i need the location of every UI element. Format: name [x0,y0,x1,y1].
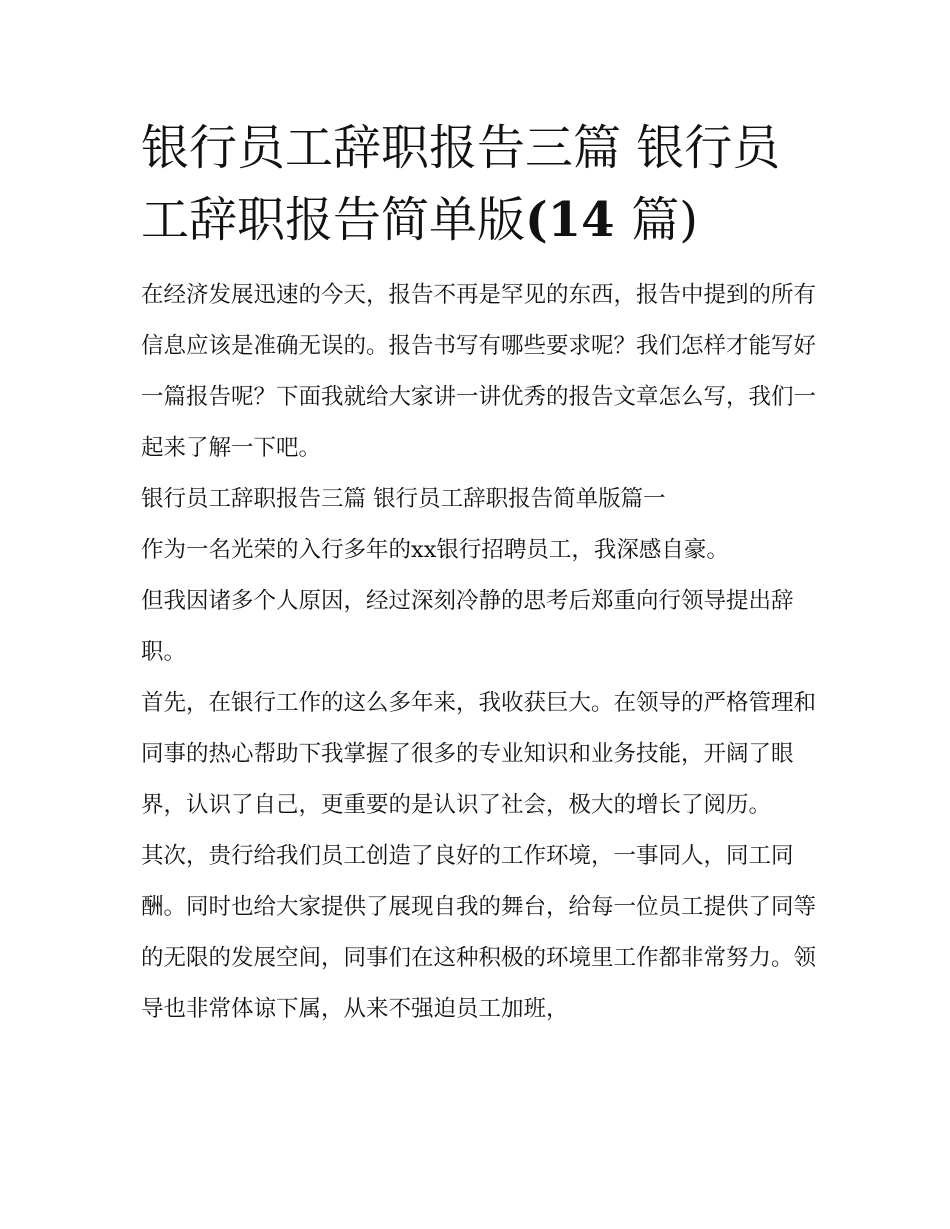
title-count: (14 [525,192,632,248]
title-suffix: 篇) [631,192,698,248]
document-title [141,112,816,256]
body-paragraph: 但我因诸多个人原因，经过深刻冷静的思考后郑重向行领导提出辞职。 [141,588,794,665]
body-paragraph: 作为一名光荣的入行多年的xx银行招聘员工，我深感自豪。 [141,537,729,563]
intro-paragraph: 在经济发展迅速的今天，报告不再是罕见的东西，报告中提到的所有信息应该是准确无误的。报告书写有哪些要求呢？我们怎样才能写好一篇报告呢？下面我就给大家讲一讲优秀的报告文章怎么写，我们一起来了解一下吧。 [141,282,817,461]
body-paragraph: 首先，在银行工作的这么多年来，我收获巨大。在领导的严格管理和同事的热心帮助下我掌握了很多的专业知识和业务技能，开阔了眼界，认识了自己，更重要的是认识了社会，极大的增长了阅历。 [141,690,817,818]
body-paragraph: 其次，贵行给我们员工创造了良好的工作环境，一事同人，同工同酬。同时也给大家提供了展现自我的舞台，给每一位员工提供了同等的无限的发展空间，同事们在这种积极的环境里工作都非常努力。领导也非常体谅下属，从来不强迫员工加班， [141,843,817,1022]
title-block [141,112,816,256]
title-text: 银行员工辞职报告三篇 银行员工辞职报告简单版 [141,120,781,248]
section-heading: 银行员工辞职报告三篇 银行员工辞职报告简单版篇一 [141,486,666,512]
document-body [141,112,816,1035]
